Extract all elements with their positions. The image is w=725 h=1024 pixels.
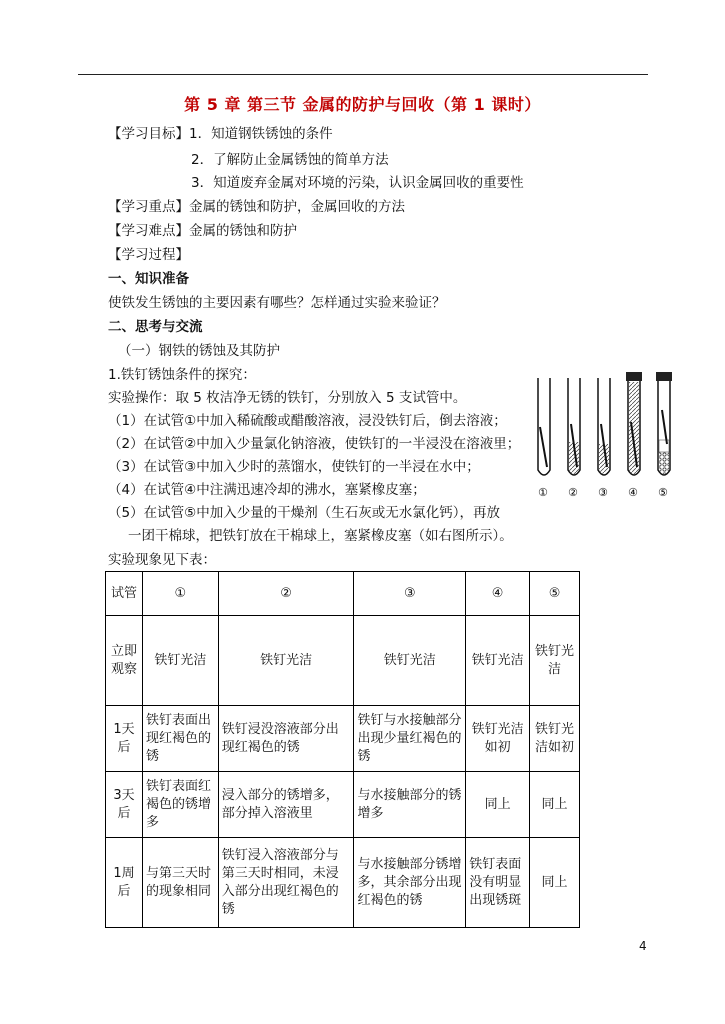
table-cell: 铁钉光洁 xyxy=(530,616,580,706)
tube-label-2: ② xyxy=(568,486,578,499)
section1-question: 使铁发生锈蚀的主要因素有哪些？怎样通过实验来验证？ xyxy=(108,295,446,311)
table-header-cell: ② xyxy=(218,572,354,616)
step-5a: （5）在试管⑤中加入少量的干燥剂（生石灰或无水氯化钙），再放 xyxy=(108,505,500,521)
objective-item-1: 1．知道钢铁锈蚀的条件 xyxy=(189,126,333,142)
section1-heading: 一、知识准备 xyxy=(108,271,189,287)
table-cell: 铁钉表面没有明显出现锈斑 xyxy=(466,838,530,928)
key-points: 【学习重点】金属的锈蚀和防护，金属回收的方法 xyxy=(108,199,405,215)
table-cell: 同上 xyxy=(466,772,530,838)
table-cell: 铁钉光洁 xyxy=(218,616,354,706)
table-cell: 铁钉与水接触部分出现少量红褐色的锈 xyxy=(354,706,466,772)
observation-table xyxy=(105,571,580,928)
test-tube-2 xyxy=(568,378,580,475)
section2-heading: 二、思考与交流 xyxy=(108,319,203,335)
difficulty: 【学习难点】金属的锈蚀和防护 xyxy=(108,223,297,239)
table-header-cell: ④ xyxy=(466,572,530,616)
page-title: 第 5 章 第三节 金属的防护与回收（第 1 课时） xyxy=(184,95,541,114)
table-header-row xyxy=(106,572,580,616)
step-2: （2）在试管②中加入少量氯化钠溶液，使铁钉的一半浸没在溶液里； xyxy=(108,436,521,452)
table-row-label: 立即观察 xyxy=(106,616,143,706)
table-cell: 铁钉光洁如初 xyxy=(466,706,530,772)
table-cell: 铁钉光洁如初 xyxy=(530,706,580,772)
test-tube-4 xyxy=(626,372,642,475)
step-1: （1）在试管①中加入稀硫酸或醋酸溶液，浸没铁钉后，倒去溶液； xyxy=(108,413,507,429)
table-row-label: 1周后 xyxy=(106,838,143,928)
test-tube-5 xyxy=(656,372,672,475)
table-row-label: 1天后 xyxy=(106,706,143,772)
step-5b: 一团干棉球，把铁钉放在干棉球上，塞紧橡皮塞（如右图所示）。 xyxy=(128,528,513,544)
step-3: （3）在试管③中加入少时的蒸馏水，使铁钉的一半浸在水中； xyxy=(108,459,480,475)
header-rule xyxy=(78,74,648,75)
tube-label-5: ⑤ xyxy=(658,486,668,499)
objective-item-2: 2．了解防止金属锈蚀的简单方法 xyxy=(191,152,389,168)
table-cell: 铁钉光洁 xyxy=(142,616,218,706)
tube-label-4: ④ xyxy=(628,486,638,499)
table-cell: 铁钉浸入溶液部分与第三天时相同，未浸入部分出现红褐色的锈 xyxy=(218,838,354,928)
table-cell: 与水接触部分锈增多，其余部分出现红褐色的锈 xyxy=(354,838,466,928)
table-row xyxy=(106,772,580,838)
objectives-label: 【学习目标】 xyxy=(108,126,189,142)
tube-label-3: ③ xyxy=(598,486,608,499)
table-cell: 与第三天时的现象相同 xyxy=(142,838,218,928)
table-row-label: 3天后 xyxy=(106,772,143,838)
page-number: 4 xyxy=(639,939,647,953)
objective-item-3: 3．知道废弃金属对环境的污染，认识金属回收的重要性 xyxy=(191,175,524,191)
tube-label-1: ① xyxy=(538,486,548,499)
operation-text: 实验操作：取 5 枚洁净无锈的铁钉，分别放入 5 支试管中。 xyxy=(108,390,467,406)
table-header-cell: 试管 xyxy=(106,572,143,616)
process-label: 【学习过程】 xyxy=(108,247,189,263)
test-tubes-figure xyxy=(532,372,684,502)
table-cell: 浸入部分的锈增多，部分掉入溶液里 xyxy=(218,772,354,838)
table-header-cell: ③ xyxy=(354,572,466,616)
table-row xyxy=(106,838,580,928)
explore-heading: 1.铁钉锈蚀条件的探究： xyxy=(108,367,256,383)
table-cell: 铁钉表面出现红褐色的锈 xyxy=(142,706,218,772)
test-tube-3 xyxy=(598,378,610,475)
table-row xyxy=(106,616,580,706)
test-tube-1 xyxy=(538,378,550,475)
table-cell: 铁钉光洁 xyxy=(354,616,466,706)
section2-subheading: （一）钢铁的锈蚀及其防护 xyxy=(118,343,280,359)
table-cell: 铁钉光洁 xyxy=(466,616,530,706)
objectives-line-1 xyxy=(108,125,333,143)
table-cell: 同上 xyxy=(530,838,580,928)
table-header-cell: ⑤ xyxy=(530,572,580,616)
step-4: （4）在试管④中注满迅速冷却的沸水，塞紧橡皮塞； xyxy=(108,482,426,498)
table-cell: 同上 xyxy=(530,772,580,838)
table-cell: 与水接触部分的锈增多 xyxy=(354,772,466,838)
table-cell: 铁钉浸没溶液部分出现红褐色的锈 xyxy=(218,706,354,772)
table-intro: 实验现象见下表： xyxy=(108,552,216,568)
table-cell: 铁钉表面红褐色的锈增多 xyxy=(142,772,218,838)
table-header-cell: ① xyxy=(142,572,218,616)
table-row xyxy=(106,706,580,772)
